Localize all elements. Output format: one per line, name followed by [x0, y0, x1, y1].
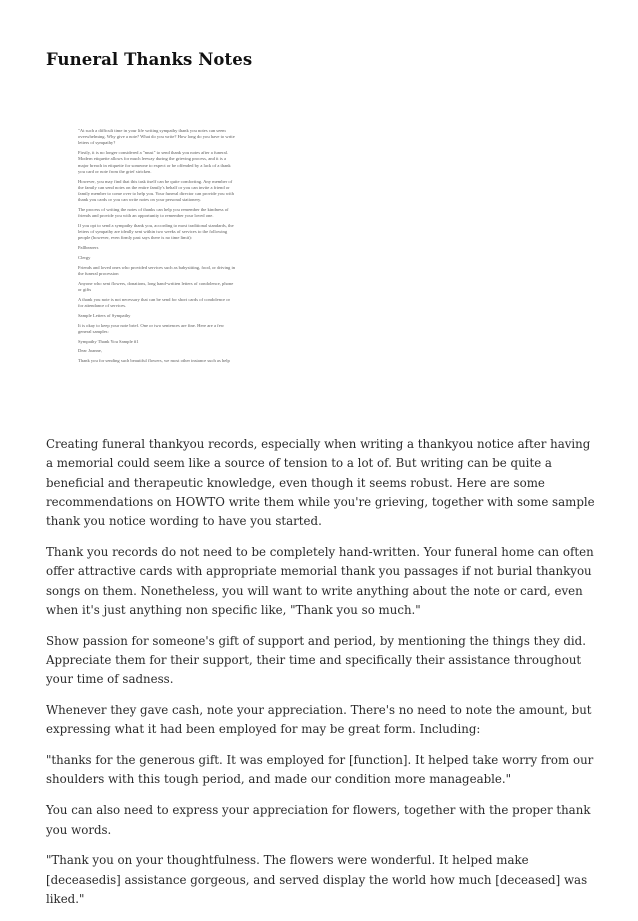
- scan-line: Modern etiquette allows for much leeway during the grieving process, and it is a: [78, 156, 226, 162]
- article-paragraph: You can also need to express your appreciation for flowers, together with the proper thank you words.: [46, 803, 591, 837]
- article-paragraph: Show passion for someone's gift of support and period, by mentioning the things they did. Appreciate them for their support, their time and specifically their assistance throughout your time of sadness.: [46, 633, 586, 687]
- scan-line: for attendance of services.: [78, 303, 127, 309]
- scan-line: The process of writing the notes of thanks can help you remember the kindness of: [78, 207, 229, 213]
- scan-line: Friends and loved ones who provided services such as babysitting, food, or driving in: [78, 264, 236, 270]
- scan-line: It is okay to keep your note brief. One or two sentences are fine. Here are a few: [78, 322, 225, 328]
- scan-line: Clergy: [78, 255, 91, 261]
- scan-line: If you opt to send a sympathy thank you, according to most traditional standards, the: [78, 223, 234, 229]
- scan-paragraph: [78, 265, 560, 277]
- scan-line: letters of sympathy are ideally sent within two weeks of services to the following: [78, 229, 228, 235]
- scan-line: Anyone who sent flowers, donations, long hand-written letters of condolence, phone: [78, 280, 234, 286]
- scan-paragraph: [78, 323, 560, 335]
- scan-paragraph: [78, 255, 560, 261]
- article-paragraph: "thanks for the generous gift. It was employed for [function]. It helped take worry from our shoulders with this tough period, and made our condition more manageable.": [46, 753, 594, 787]
- scan-line: general samples:: [78, 328, 109, 334]
- scan-line: Thank you for sending such beautiful flowers, we most other instance such as help: [78, 358, 230, 364]
- scan-line: friends and provide you with an opportunity to remember your loved one.: [78, 213, 214, 219]
- scan-line: major breach in etiquette for someone to expect or be offended by a lack of a thank: [78, 162, 231, 168]
- scan-line: family member to come over to help you. Your funeral director can provide you with: [78, 191, 234, 197]
- scan-paragraph: [78, 281, 560, 293]
- scan-line: people (however, even firmly past says there is no time limit):: [78, 235, 192, 241]
- scan-paragraph: [78, 128, 560, 147]
- scan-paragraph: [78, 358, 560, 364]
- scan-line: the family can send notes on the entire family's behalf or you can invite a friend or: [78, 184, 230, 190]
- article-paragraph: "Thank you on your thoughtfulness. The flowers were wonderful. It helped make [deceasedis] assistance gorgeous, and served display the world how much [deceased] was liked.": [46, 853, 588, 906]
- scan-line: letters of sympathy?: [78, 140, 116, 146]
- scan-line: Sympathy Thank You Sample #1: [78, 338, 139, 344]
- scan-line: overwhelming. Why give a note? What do you write? How long do you have to write: [78, 134, 235, 140]
- scan-paragraph: [78, 150, 560, 175]
- scan-line: or gifts: [78, 287, 92, 293]
- scan-line: However, you may find that this task itself can be quite comforting. Any member of: [78, 178, 233, 184]
- scan-paragraph: [78, 339, 560, 345]
- scan-line: A thank you note is not necessary that can be send for short cards of condolence or: [78, 296, 231, 302]
- article-paragraph: Thank you records do not need to be completely hand-written. Your funeral home can often offer attractive cards with appropriate memorial thank you passages if not burial thankyou songs on them. Nonetheless, you will want to write anything about the note or card, even when it's just anything non specific like, "Thank you so much.": [46, 544, 594, 617]
- scan-line: Sample Letters of Sympathy: [78, 312, 131, 318]
- scan-line: Dear Joanne,: [78, 348, 102, 354]
- scan-paragraph: [78, 223, 560, 242]
- page-title: Funeral Thanks Notes: [46, 50, 253, 69]
- scan-paragraph: [78, 245, 560, 251]
- scan-paragraph: [78, 297, 560, 309]
- article-body: [46, 435, 598, 921]
- scan-paragraph: [78, 313, 560, 319]
- scan-line: Firstly, it is no longer considered a "must" to send thank you notes after a funeral.: [78, 150, 229, 156]
- article-paragraph: Whenever they gave cash, note your appreciation. There's no need to note the amount, but expressing what it had been employed for may be great form. Including:: [46, 703, 592, 737]
- scan-line: "At such a difficult time in your life writing sympathy thank you notes can seem: [78, 128, 226, 133]
- scan-paragraph: [78, 207, 560, 219]
- scan-line: thank you cards or you can write notes on your personal stationery.: [78, 197, 202, 203]
- scan-paragraph: [78, 348, 560, 354]
- article-paragraph: Creating funeral thankyou records, especially when writing a thankyou notice after having a memorial could seem like a source of tension to a lot of. But writing can be quite a beneficial and therapeutic knowledge, even though it seems robust. Here are some recommendations on HOWTO write them while you're grieving, together with some sample thank you notice wording to have you started.: [46, 437, 595, 529]
- scan-line: Pallbearers: [78, 245, 99, 251]
- scan-paragraph: [78, 179, 560, 204]
- scan-line: the funeral procession: [78, 271, 119, 277]
- scanned-letter-image: [78, 128, 560, 393]
- scan-line: you card or note from the grief stricken.: [78, 168, 152, 174]
